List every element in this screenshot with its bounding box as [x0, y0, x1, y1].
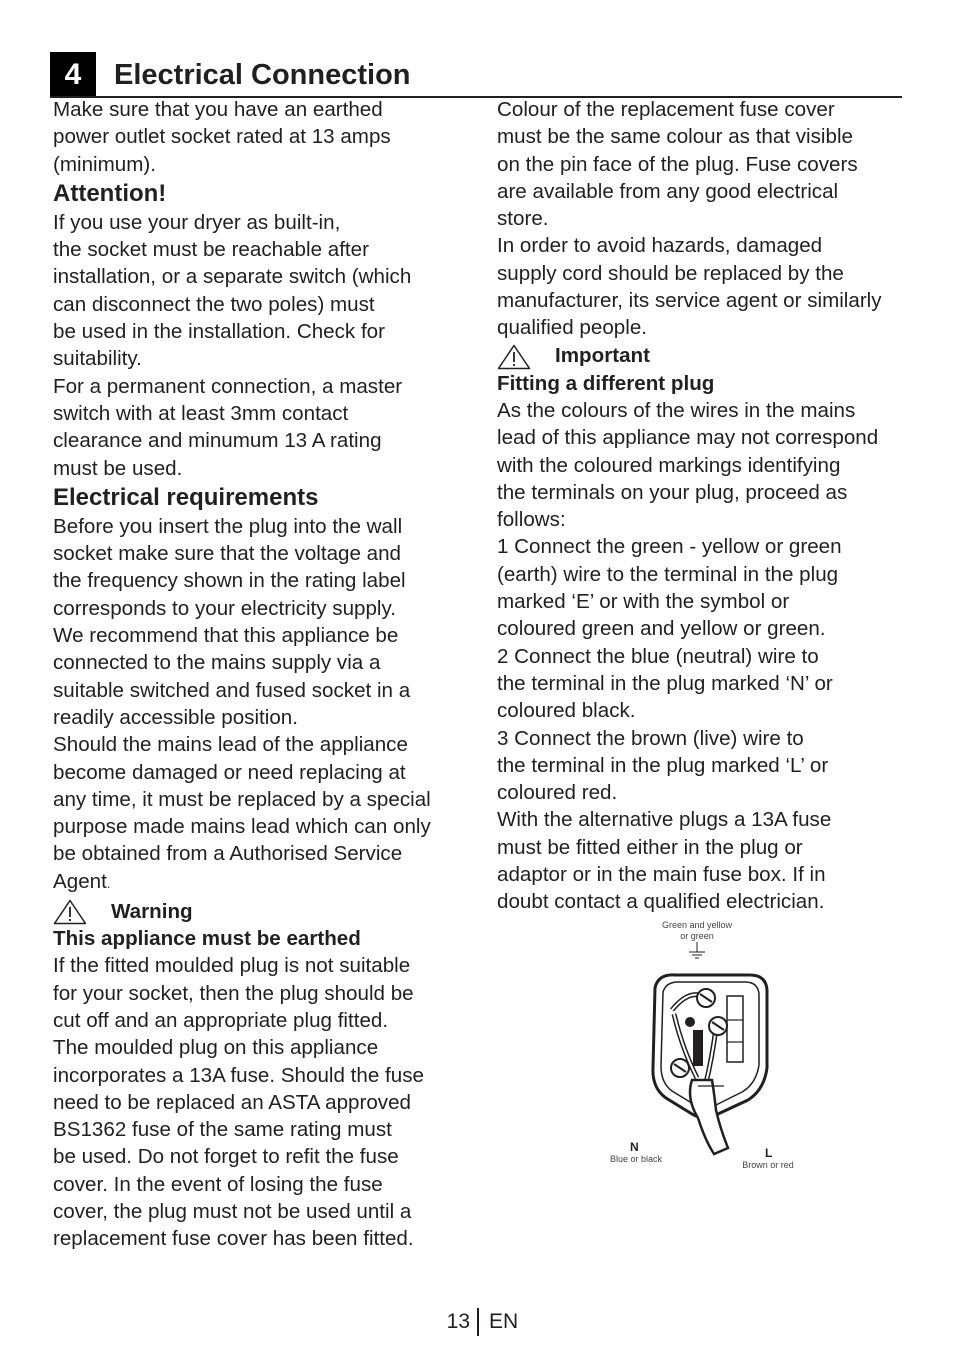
footer-divider [477, 1308, 479, 1336]
section-title: Electrical Connection [114, 59, 411, 91]
intro-paragraph: Make sure that you have an earthed power outlet socket rated at 13 amps (minimum). [53, 98, 391, 176]
warning-heading: This appliance must be earthed [53, 927, 361, 951]
warning-row [53, 897, 473, 925]
neutral-letter: N [630, 1140, 639, 1154]
left-column [53, 96, 473, 1253]
requirements-tail: . [106, 875, 111, 891]
page-footer [0, 1308, 954, 1338]
warning-paragraph: If the fitted moulded plug is not suitable for your socket, then the plug should be cut off and an appropriate plug fitted. The moulded plug on this appliance incorporates a 13A fuse. Should the fuse need to be replaced an ASTA approved BS1362 fuse of the same rating must be used. Do not forget to refit the fuse cover. In the event of losing the fuse cover, the plug must not be used until a replacement fuse cover has been fitted. [53, 954, 424, 1251]
important-row [497, 342, 917, 370]
language-code: EN [489, 1310, 519, 1333]
earth-wire-label: Green and yellow or green [661, 920, 733, 941]
live-letter: L [765, 1146, 773, 1160]
fuse-paragraph: Colour of the replacement fuse cover must be the same colour as that visible on the pin face of the plug. Fuse covers are available from any good electrical store. In order to avoid hazards, damaged supply cord should be replaced by the manufacturer, its service agent or similarly qualified people. [497, 98, 882, 340]
page-number: 13 [446, 1310, 470, 1333]
warning-triangle-icon [497, 344, 531, 370]
live-wire-label: Brown or red [742, 1160, 794, 1170]
section-number-badge: 4 [50, 52, 96, 98]
warning-label: Warning [111, 899, 193, 923]
warning-triangle-icon [53, 899, 87, 925]
neutral-wire-label: Blue or black [609, 1154, 663, 1164]
attention-paragraph: If you use your dryer as built-in, the socket must be reachable after installation, or a separate switch (which can disconnect the two poles) must be used in the installation. Check for suitability. For a permanent connection, a master switch with at least 3mm contact clearance and minumum 13 A rating must be used. [53, 210, 412, 480]
plug-heading: Fitting a different plug [497, 371, 715, 395]
earth-symbol-icon [689, 942, 705, 958]
requirements-heading: Electrical requirements [53, 483, 319, 511]
important-label: Important [555, 344, 650, 368]
plug-illustration [600, 918, 810, 1178]
plug-paragraph: As the colours of the wires in the mains lead of this appliance may not correspond with the coloured markings identifying the terminals on your plug, proceed as follows: 1 Connect the green - yellow or green (earth) wire to the terminal in the plug marked ‘E’ or with the symbol or coloured green and yellow or green. 2 Connect the blue (neutral) wire to the terminal in the plug marked ‘N’ or coloured black. 3 Connect the brown (live) wire to the terminal in the plug marked ‘L’ or coloured red. With the alternative plugs a 13A fuse must be fitted either in the plug or adaptor or in the main fuse box. If in doubt contact a qualified electrician. [497, 398, 879, 914]
plug-wiring-diagram [600, 918, 810, 1178]
right-column [497, 96, 917, 916]
attention-heading: Attention! [53, 179, 167, 207]
requirements-paragraph [53, 513, 473, 897]
requirements-text: Before you insert the plug into the wall socket make sure that the voltage and the frequency shown in the rating label corresponds to your electricity supply. We recommend that this appliance be connected to the mains supply via a suitable switched and fused socket in a readily accessible position. Should the mains lead of the appliance become damaged or need replacing at any time, it must be replaced by a special purpose made mains lead which can only be obtained from a Authorised Service Agent [53, 514, 431, 893]
section-header [50, 52, 902, 98]
